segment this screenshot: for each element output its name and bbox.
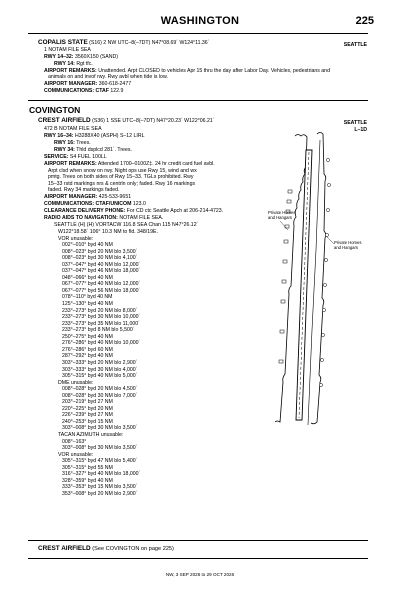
section-rule-bottom — [28, 540, 368, 541]
copalis-comm — [44, 88, 123, 94]
navaid-section-title: TACAN AZIMUTH unusable: — [58, 432, 124, 438]
navaid-restriction-line: 226°–239° byd 27 NM — [62, 412, 113, 419]
crest-remarks-label: AIRPORT REMARKS: — [44, 161, 97, 167]
navaid-restriction-line: 305°–315° byd 55 NM — [62, 464, 113, 471]
crest-clearance-text: For CD ctc Seattle Apch at 206-214-4723. — [126, 208, 224, 214]
copalis-manager — [44, 81, 131, 87]
navaid-restriction-line: 078°–110° byd 40 NM — [62, 294, 113, 301]
crest-rwy16 — [54, 140, 91, 146]
crest-clearance — [44, 208, 223, 214]
crest-name: CREST AIRFIELD — [38, 117, 91, 124]
vortac-line-1: SEATTLE (H) (H) VORTACW 116.8 SEA Chan 115 N47°26.12´ — [54, 222, 199, 228]
page-number: 225 — [355, 15, 374, 27]
navaid-restriction-line: 233°–273° byd 8 NM blo 5,500´ — [62, 327, 135, 334]
crest-remarks-line: faded. Rwy 34 markings faded. — [48, 187, 120, 193]
navaid-restriction-line: 008°–028° byd 20 NM blo 4,500´ — [62, 386, 138, 393]
copalis-title-line — [38, 40, 209, 46]
crest-runway — [44, 133, 144, 139]
crest-radio-text: NOTAM FILE SEA. — [119, 215, 164, 221]
navaid-restriction-line: 276°–286° byd 60 NM — [62, 346, 113, 353]
header-rule — [28, 33, 368, 34]
crest-remarks-line: pmtg. Trees on both sides of Rwy 15–33. TGLs prohibited. Rwy — [48, 174, 194, 180]
crest-rwy16-text: Trees. — [76, 140, 91, 146]
navaid-restriction-line: 303°–333° byd 30 NM blo 4,000´ — [62, 366, 138, 373]
copalis-runway — [44, 54, 118, 60]
section-rule — [28, 100, 368, 101]
copalis-rwy-text: 3560X150 (SAND) — [74, 54, 118, 60]
navaid-restriction-line: 233°–273° byd 20 NM blo 8,000´ — [62, 307, 138, 314]
crest-comm — [44, 201, 146, 207]
copalis-name: COPALIS STATE — [38, 39, 88, 46]
crest-remarks — [44, 161, 215, 167]
diagram-label-east: Private Homes — [334, 240, 362, 245]
copalis-comm-text: 122.9 — [110, 88, 124, 94]
crest-manager-text: 425-533-9651 — [98, 194, 132, 200]
crest-title-line — [38, 118, 215, 124]
copalis-rwy14 — [54, 61, 93, 67]
copalis-elev-notam: 1 NOTAM FILE SEA — [44, 47, 91, 53]
navaid-restriction-line: 250°–275° byd 40 NM — [62, 333, 113, 340]
copalis-manager-label: AIRPORT MANAGER: — [44, 81, 98, 87]
navaid-restriction-line: 333°–353° byd 15 NM blo 3,500´ — [62, 484, 138, 491]
navaid-restriction-line: 008°–163° — [62, 438, 87, 445]
navaid-section-title: VOR unusable: — [58, 235, 94, 242]
runway-16-34 — [296, 150, 312, 420]
airport-diagram — [268, 130, 366, 435]
diagram-label-west: Private Homes — [268, 210, 296, 215]
navaid-restriction-line: 037°–047° byd 40 NM blo 12,000´ — [62, 261, 141, 268]
copalis-remarks-2: animals on and invof rwy. Rwy avbl when tide is low. — [48, 74, 168, 80]
navaid-restriction-line: 067°–077° byd 40 NM blo 12,000´ — [62, 281, 141, 288]
crest-comm-label: COMMUNICATIONS: CTAF/UNICOM — [44, 201, 132, 207]
navaid-restriction-line: 008°–023° byd 30 NM blo 4,100´ — [62, 255, 138, 262]
copalis-remarks-1: Unattended. Arpt CLOSED to vehicles Apr 15 thru the day after Labor Day. Vehicles, pedestrians and — [98, 68, 330, 74]
navaid-restriction-line: 125°–130° byd 40 NM — [62, 301, 113, 307]
crest-elev-notam: 472 B NOTAM FILE SEA — [44, 126, 102, 132]
vortac-line-2: W122°18.58´ 106° 10.3 NM to fld. 348/19E. — [58, 228, 158, 235]
crest-remarks-line: Attended 1700–0100Z‡. 24 hr credit card fuel avbl. — [97, 161, 215, 167]
navaid-section-title: VOR unusable: — [58, 451, 94, 458]
crest-rwy-text: H3288X40 (ASPH) S–12 LIRL — [74, 133, 145, 139]
crest-sectional-2: L–1D — [354, 127, 367, 133]
navaid-restriction-line: 276°–286° byd 40 NM blo 10,000´ — [62, 340, 141, 347]
crest-service — [44, 154, 107, 160]
crest-clearance-label: CLEARANCE DELIVERY PHONE: — [44, 208, 126, 214]
navaid-restriction-line: 002°–010° byd 40 NM — [62, 242, 113, 249]
crest-radio-label: RADIO AIDS TO NAVIGATION: — [44, 215, 118, 221]
navaid-restriction-line: 305°–315° byd 40 NM blo 5,000´ — [62, 373, 138, 380]
navaid-restriction-line: 233°–273° byd 35 NM blo 11,000´ — [62, 320, 140, 327]
crossref-text: (See COVINGTON on page 225) — [92, 546, 174, 552]
crest-rwy34-label: RWY 34: — [54, 147, 75, 153]
diagram-label-east: and Hangars — [334, 245, 358, 250]
crest-remarks-line: Arpt clsd when snow on rwy. Night ops use Rwy 15, wind and wx — [48, 167, 197, 174]
crest-service-label: SERVICE: — [44, 154, 69, 160]
navaid-restriction-line: 287°–292° byd 40 NM — [62, 353, 113, 360]
crest-manager — [44, 194, 131, 200]
city-covington: COVINGTON — [29, 105, 81, 115]
navaid-restriction-line: 240°–253° byd 15 NM — [62, 418, 113, 425]
navaid-restriction-line: 048°–066° byd 40 NM — [62, 274, 113, 281]
crossref-line — [38, 546, 174, 552]
copalis-rwy14-label: RWY 14: — [54, 61, 75, 67]
navaid-restriction-line: 220°–225° byd 20 NM — [62, 405, 113, 412]
copalis-rwy-label: RWY 14–32: — [44, 54, 74, 60]
navaid-restriction-line: 303°–008° byd 30 NM blo 3,500´ — [62, 425, 138, 432]
navaid-restriction-line: 008°–023° byd 20 NM blo 3,500´ — [62, 248, 138, 255]
footer-dates: NW, 3 SEP 2026 to 29 OCT 2026 — [165, 572, 235, 577]
navaid-restriction-line: 316°–327° byd 40 NM blo 18,000´ — [62, 471, 141, 478]
crossref-name: CREST AIRFIELD — [38, 545, 91, 552]
crest-manager-label: AIRPORT MANAGER: — [44, 194, 98, 200]
navaid-restriction-line: 305°–315° byd 47 NM blo 5,400´ — [62, 458, 138, 465]
navaid-restriction-line: 067°–077° byd 56 NM blo 18,000´ — [62, 287, 141, 294]
diagram-label-west: and Hangars — [268, 215, 292, 220]
crest-radio — [44, 215, 163, 221]
crest-sectional-1: SEATTLE — [343, 120, 367, 126]
crest-remarks-line: 15–33 rstd markings nrs & centrln only; faded. Rwy 16 markings — [48, 180, 196, 187]
copalis-manager-text: 360-618-2477 — [98, 81, 132, 87]
copalis-sectional: SEATTLE — [343, 42, 367, 48]
navaid-restriction-line: 008°–028° byd 30 NM blo 7,000´ — [62, 392, 138, 399]
crest-rwy34 — [54, 147, 132, 153]
navaid-restriction-line: 203°–219° byd 27 NM — [62, 399, 113, 406]
copalis-ident-loc: (S16) 2 NW UTC–8(–7DT) N47°08.69´ W124°11.36´ — [89, 40, 210, 46]
navaid-restriction-line: 303°–008° byd 30 NM blo 3,500´ — [62, 445, 138, 452]
crest-rwy-label: RWY 16–34: — [44, 133, 74, 139]
crest-rwy16-label: RWY 16: — [54, 140, 75, 146]
page-header — [0, 14, 400, 32]
navaid-section-title: DME unusable: — [58, 379, 94, 386]
copalis-remarks-label: AIRPORT REMARKS: — [44, 68, 97, 74]
navaid-restriction-line: 353°–008° byd 20 NM blo 2,900´ — [62, 490, 138, 497]
crest-comm-text: 123.0 — [132, 201, 146, 207]
crest-service-text: S4 FUEL 100LL — [69, 154, 107, 160]
navaid-restriction-line: 233°–273° byd 30 NM blo 10,000´ — [62, 314, 141, 321]
footer-rule — [28, 558, 368, 559]
state-title: WASHINGTON — [160, 15, 240, 27]
crest-rwy34-text: Thld dsplcd 281´. Trees. — [76, 147, 132, 153]
navaid-restriction-line: 037°–047° byd 46 NM blo 18,000´ — [62, 268, 141, 275]
copalis-rwy14-text: Rgt tfc. — [76, 61, 93, 67]
navaid-restriction-line: 328°–359° byd 40 NM — [62, 477, 113, 484]
copalis-comm-label: COMMUNICATIONS: CTAF — [44, 88, 109, 94]
navaid-restriction-line: 303°–333° byd 20 NM blo 2,900´ — [62, 359, 138, 366]
crest-ident-loc: (S36) 1 SSE UTC–8(–7DT) N47°20.23´ W122°06.21´ — [92, 118, 215, 124]
